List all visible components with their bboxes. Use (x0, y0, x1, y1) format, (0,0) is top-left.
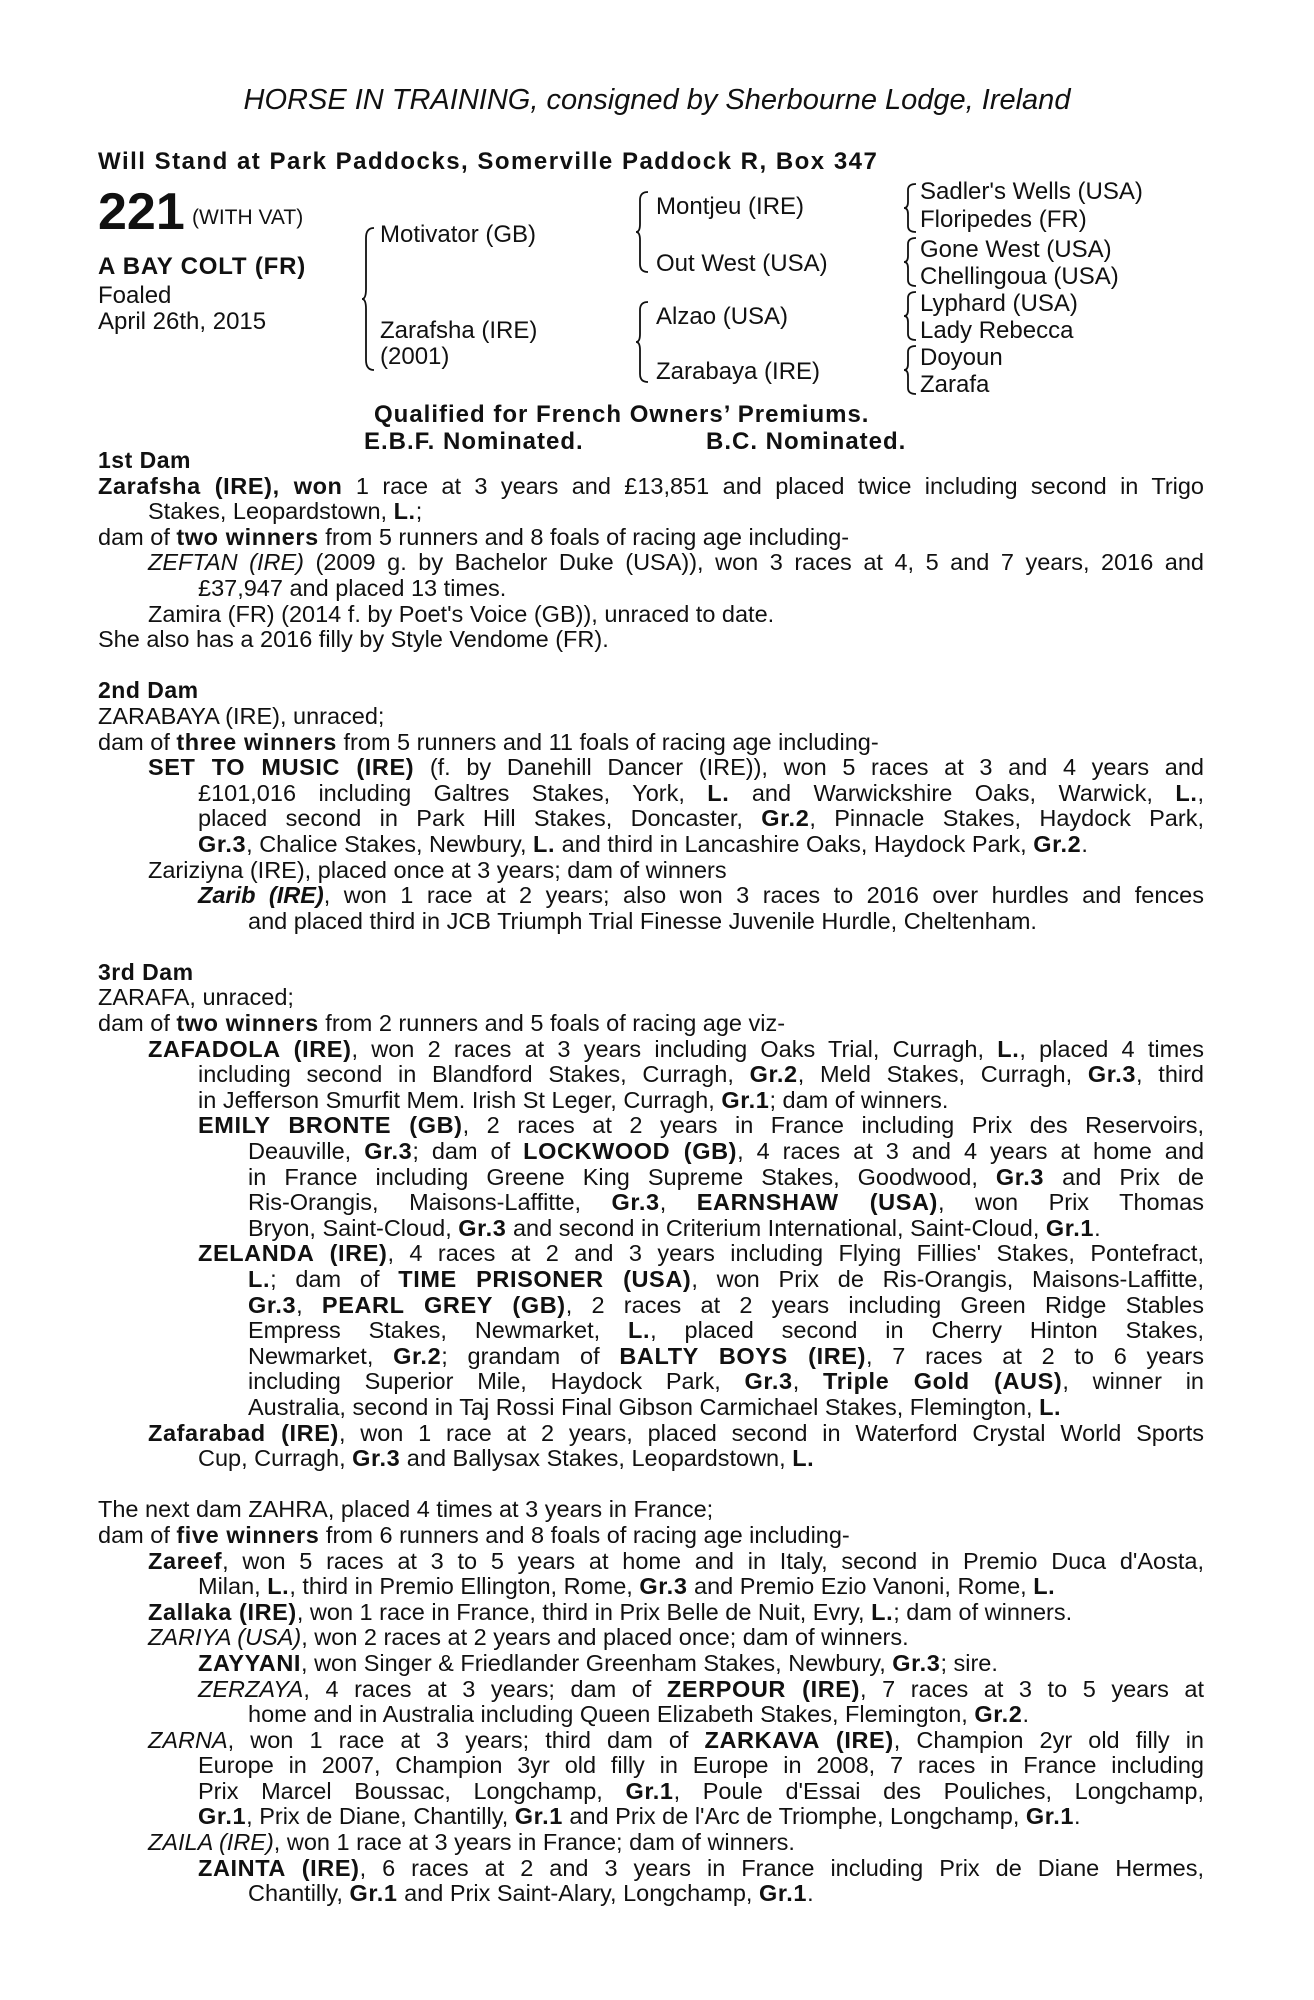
text-segment: ZERPOUR (IRE) (666, 1676, 860, 1702)
text-segment: ZARIYA (USA) (148, 1624, 302, 1651)
text-segment: ; dam of (270, 1267, 399, 1292)
text-segment: , 2 races at 2 years in France including Prix des Reservoirs, (462, 1113, 1204, 1139)
text-line (98, 576, 1204, 602)
text-segment: , third in Premio Ellington, Rome, (289, 1573, 640, 1600)
text-line (98, 1523, 1204, 1549)
text-segment: ZEFTAN (IRE) (148, 550, 304, 576)
text-segment: dam of (98, 523, 177, 550)
pedigree-brace-dam (636, 300, 650, 384)
text-segment: . (1094, 1214, 1101, 1241)
text-line (98, 883, 1204, 909)
text-segment: Zamira (FR) (2014 f. by Poet's Voice (GB)), unraced to date. (148, 600, 775, 627)
text-segment: Australia, second in Taj Rossi Final Gibson Carmichael Stakes, Flemington, (248, 1393, 1040, 1420)
text-segment: She also has a 2016 filly by Style Vendome (FR). (98, 626, 609, 653)
text-segment: L. (1033, 1573, 1056, 1600)
text-segment: , 6 races at 2 and 3 years in France including Prix de Diane Hermes, (359, 1855, 1204, 1881)
text-segment: Gr.3 (364, 1139, 413, 1165)
text-segment: and Prix de (1044, 1164, 1204, 1190)
pedigree-dam: Zarafsha (IRE) (380, 317, 538, 344)
text-segment: Gr.2 (393, 1343, 442, 1369)
bc-note: B.C. Nominated. (706, 428, 907, 455)
text-line (98, 1139, 1204, 1165)
section-gap (98, 1472, 1204, 1498)
text-segment: and third in Lancashire Oaks, Haydock Park, (555, 830, 1034, 857)
text-segment: ZARKAVA (IRE) (704, 1727, 894, 1753)
text-segment: , (1197, 780, 1204, 806)
text-line (98, 832, 1204, 858)
text-segment: from 5 runners and 11 foals of racing age including- (336, 728, 879, 755)
text-segment: , won (272, 473, 343, 499)
text-segment: , 4 races at 2 and 3 years including Flying Fillies' Stakes, Pontefract, (387, 1241, 1204, 1267)
text-segment: £37,947 and placed 13 times. (198, 574, 507, 601)
text-segment: , won 1 race in France, third in Prix Belle de Nuit, Evry, (296, 1598, 872, 1625)
pedigree-brace-g1 (904, 182, 918, 234)
text-line (98, 1421, 1204, 1447)
text-segment: L. (1039, 1393, 1062, 1420)
text-segment: Zafarabad (IRE) (148, 1420, 339, 1446)
text-line (98, 1446, 1204, 1472)
text-segment: , Chalice Stakes, Newbury, (246, 830, 534, 857)
text-segment: , won 1 race at 2 years; also won 3 races to 2016 over hurdles and fences (323, 883, 1204, 909)
text-segment: Gr.1 (514, 1803, 563, 1830)
section-heading: 3rd Dam (98, 958, 194, 985)
text-segment: ZELANDA (IRE) (198, 1241, 388, 1267)
text-segment: Gr.1 (349, 1880, 398, 1907)
text-line (98, 1241, 1204, 1267)
section-gap (98, 934, 1204, 960)
text-segment: Prix Marcel Boussac, Longchamp, (198, 1778, 626, 1804)
text-segment: L. (997, 1036, 1020, 1062)
text-line (98, 1318, 1204, 1344)
text-segment: The next dam ZAHRA, placed 4 times at 3 years in France; (98, 1496, 714, 1523)
text-segment: Ris-Orangis, Maisons-Laffitte, (248, 1190, 612, 1216)
text-line (98, 1625, 1204, 1651)
text-segment: Gr.1 (758, 1880, 808, 1907)
text-line (98, 1651, 1204, 1677)
pedigree-ggp: Lyphard (USA) (920, 290, 1078, 317)
text-segment: Europe in 2007, Champion 3yr old filly in Europe in 2008, 7 races in France including (198, 1753, 1204, 1779)
text-segment: Zarib (IRE) (198, 883, 324, 909)
text-segment: and Prix Saint-Alary, Longchamp, (397, 1880, 759, 1907)
text-segment: Gr.1 (625, 1778, 674, 1804)
text-segment: ZERZAYA (198, 1676, 304, 1702)
text-segment: Zarafsha (IRE) (98, 473, 273, 499)
text-segment: ZAYYANI (198, 1649, 302, 1676)
text-line (98, 1779, 1204, 1805)
pedigree-brace-main (362, 226, 376, 372)
text-segment: Gr.2 (974, 1701, 1023, 1728)
text-segment: , won 2 races at 2 years and placed once; dam of winners. (301, 1624, 909, 1651)
pedigree-ggp: Lady Rebecca (920, 317, 1074, 344)
text-line (98, 755, 1204, 781)
text-segment: ZARNA (148, 1727, 228, 1753)
text-segment: ZAFADOLA (IRE) (148, 1036, 352, 1062)
pedigree-ggp: Zarafa (920, 371, 990, 398)
text-segment: 1 race at 3 years and £13,851 and placed twice including second in Trigo (342, 473, 1204, 499)
text-segment: ; (415, 498, 423, 525)
pedigree-ggp: Chellingoua (USA) (920, 263, 1119, 290)
text-segment: , won 1 race at 3 years; third dam of (227, 1727, 705, 1753)
text-segment: from 6 runners and 8 foals of racing age including- (319, 1521, 850, 1548)
text-segment: TIME PRISONER (USA) (398, 1267, 692, 1292)
text-segment: dam of (98, 1521, 177, 1548)
text-segment: , won 2 races at 3 years including Oaks Trial, Curragh, (351, 1036, 998, 1062)
text-line (98, 1830, 1204, 1856)
text-segment: , won Prix de Ris-Orangis, Maisons-Laffitte, (691, 1267, 1204, 1292)
pedigree-dam-sire: Alzao (USA) (656, 303, 789, 330)
text-segment: (f. by Danehill Dancer (IRE)), won 5 races at 3 and 4 years and (414, 755, 1204, 781)
text-segment: Deauville, (248, 1139, 365, 1165)
text-segment: Gr.3 (892, 1649, 941, 1676)
text-segment: ; grandam of (441, 1343, 620, 1369)
text-line (98, 1011, 1204, 1037)
text-segment: Gr.3 (995, 1164, 1045, 1190)
text-segment: Cup, Curragh, (198, 1445, 353, 1472)
text-line (98, 1165, 1204, 1191)
text-line (98, 1881, 1204, 1907)
text-segment: ZARAFA, unraced; (98, 984, 294, 1011)
text-segment: LOCKWOOD (GB) (523, 1139, 738, 1165)
text-segment: including second in Blandford Stakes, Curragh, (198, 1062, 750, 1088)
text-segment: ZAINTA (IRE) (198, 1855, 360, 1881)
text-line (98, 474, 1204, 500)
text-line (98, 1677, 1204, 1703)
text-line (98, 1856, 1204, 1882)
text-segment: . (1074, 1803, 1081, 1830)
text-segment: two winners (176, 523, 319, 550)
text-segment: , won 1 race at 3 years in France; dam of winners. (273, 1829, 795, 1856)
text-segment: , won 5 races at 3 to 5 years at home and in Italy, second in Premio Duca d'Aosta, (222, 1548, 1204, 1574)
text-segment: and Premio Ezio Vanoni, Rome, (687, 1573, 1034, 1600)
text-segment: Gr.2 (1033, 830, 1082, 857)
text-line (98, 1804, 1204, 1830)
text-segment: , winner in (1062, 1369, 1204, 1395)
text-segment: Empress Stakes, Newmarket, (248, 1318, 629, 1344)
catalogue-body (98, 448, 1204, 1907)
pedigree-brace-g3 (904, 290, 918, 342)
lot-number: 221 (98, 183, 185, 241)
pedigree-ggp: Gone West (USA) (920, 236, 1112, 263)
text-line (98, 1753, 1204, 1779)
text-segment: L. (871, 1598, 894, 1625)
text-segment: Milan, (198, 1573, 268, 1600)
text-segment: , placed 4 times (1019, 1036, 1204, 1062)
text-line (98, 1088, 1204, 1114)
text-segment: dam of (98, 728, 177, 755)
text-segment: Triple Gold (AUS) (823, 1369, 1063, 1395)
text-segment: , Pinnacle Stakes, Haydock Park, (809, 806, 1204, 832)
text-line (98, 1113, 1204, 1139)
text-line (98, 1293, 1204, 1319)
text-line (98, 499, 1204, 525)
text-segment: Gr.2 (749, 1062, 798, 1088)
text-segment: L. (628, 1318, 651, 1344)
pedigree-ggp: Sadler's Wells (USA) (920, 178, 1143, 205)
foaled-label: Foaled (98, 282, 172, 309)
text-segment: ; dam of winners. (893, 1598, 1073, 1625)
text-segment: (2009 g. by Bachelor Duke (USA)), won 3 races at 4, 5 and 7 years, 2016 and (304, 550, 1204, 576)
text-line (98, 781, 1204, 807)
text-segment: including Superior Mile, Haydock Park, (248, 1369, 745, 1395)
text-segment: Zariziyna (IRE), placed once at 3 years; dam of winners (148, 856, 727, 883)
text-line (98, 909, 1204, 935)
text-segment: Gr.3 (198, 830, 247, 857)
text-segment: Gr.3 (744, 1369, 793, 1395)
text-segment: from 2 runners and 5 foals of racing age viz- (318, 1010, 786, 1037)
text-segment: ; sire. (940, 1649, 998, 1676)
text-segment: , Champion 2yr old filly in (893, 1727, 1204, 1753)
text-line (98, 1395, 1204, 1421)
text-line (98, 858, 1204, 884)
ebf-note: E.B.F. Nominated. (364, 428, 584, 455)
text-segment: L. (1175, 780, 1198, 806)
text-segment: BALTY BOYS (IRE) (619, 1343, 866, 1369)
text-segment: Gr.3 (611, 1190, 660, 1216)
text-segment: Gr.3 (458, 1214, 507, 1241)
text-line (98, 1549, 1204, 1575)
text-line (98, 730, 1204, 756)
text-line (98, 1702, 1204, 1728)
pedigree-dam-dam: Zarabaya (IRE) (656, 358, 821, 385)
text-line (98, 806, 1204, 832)
text-segment: Gr.3 (1087, 1062, 1137, 1088)
text-segment: EARNSHAW (USA) (696, 1190, 938, 1216)
text-segment: , placed second in Cherry Hinton Stakes, (650, 1318, 1204, 1344)
text-line (98, 704, 1204, 730)
text-segment: five winners (176, 1521, 320, 1548)
text-segment: dam of (98, 1010, 177, 1037)
text-line (98, 1600, 1204, 1626)
text-segment: ; dam of (412, 1139, 524, 1165)
text-segment: Gr.1 (198, 1803, 247, 1830)
text-segment: Gr.1 (1045, 1214, 1095, 1241)
text-segment: three winners (176, 728, 337, 755)
text-segment: Zareef (148, 1548, 223, 1574)
text-segment: ; dam of winners. (769, 1086, 949, 1113)
text-segment: L. (393, 498, 416, 525)
text-line (98, 550, 1204, 576)
text-segment: and second in Criterium International, Saint-Cloud, (506, 1214, 1046, 1241)
text-line (98, 1369, 1204, 1395)
text-line (98, 1267, 1204, 1293)
pedigree-sire-dam: Out West (USA) (656, 250, 828, 277)
text-segment: and Ballysax Stakes, Leopardstown, (400, 1445, 793, 1472)
text-segment: , 4 races at 3 years; dam of (303, 1676, 667, 1702)
section-heading: 2nd Dam (98, 677, 199, 704)
page-title: HORSE IN TRAINING, consigned by Sherbourne Lodge, Ireland (243, 84, 1071, 116)
text-segment: Gr.3 (352, 1445, 401, 1472)
text-segment: PEARL GREY (GB) (321, 1292, 566, 1318)
text-segment: Newmarket, (248, 1343, 394, 1369)
text-segment: Chantilly, (248, 1880, 350, 1907)
text-segment: EMILY BRONTE (GB) (198, 1113, 463, 1139)
text-segment: , (792, 1369, 824, 1395)
text-line (98, 1037, 1204, 1063)
text-segment: and Prix de l'Arc de Triomphe, Longchamp, (562, 1803, 1026, 1830)
text-line (98, 525, 1204, 551)
text-segment: Gr.2 (761, 806, 810, 832)
text-segment: L. (533, 830, 556, 857)
text-segment: , (296, 1292, 322, 1318)
text-segment: . (1081, 830, 1088, 857)
text-segment: . (807, 1880, 814, 1907)
text-segment: two winners (176, 1010, 319, 1037)
text-line (98, 1190, 1204, 1216)
foaled-date: April 26th, 2015 (98, 308, 267, 335)
pedigree-brace-sire (636, 190, 650, 274)
section-heading: 1st Dam (98, 447, 191, 473)
pedigree-brace-g4 (904, 344, 918, 396)
stand-location: Will Stand at Park Paddocks, Somerville Paddock R, Box 347 (98, 148, 879, 175)
text-segment: Zallaka (IRE) (148, 1598, 297, 1625)
text-segment: SET TO MUSIC (IRE) (148, 755, 415, 781)
pedigree-sire-sire: Montjeu (IRE) (656, 193, 805, 220)
text-segment: , Meld Stakes, Curragh, (797, 1062, 1088, 1088)
text-segment: home and in Australia including Queen Elizabeth Stakes, Flemington, (248, 1701, 975, 1728)
text-segment: L. (267, 1573, 290, 1600)
text-line (98, 627, 1204, 653)
text-segment: Gr.1 (1025, 1803, 1075, 1830)
text-segment: from 5 runners and 8 foals of racing age including- (318, 523, 850, 550)
text-segment: and placed third in JCB Triumph Trial Finesse Juvenile Hurdle, Cheltenham. (248, 907, 1037, 934)
text-segment: , Prix de Diane, Chantilly, (246, 1803, 515, 1830)
text-segment: Gr.3 (248, 1292, 297, 1318)
text-segment: £101,016 including Galtres Stakes, York, (198, 780, 708, 806)
pedigree-sire: Motivator (GB) (380, 221, 537, 248)
text-segment: L. (792, 1445, 815, 1472)
text-line (98, 1216, 1204, 1242)
text-segment: Gr.1 (721, 1086, 770, 1113)
text-segment: , 4 races at 3 and 4 years at home and (737, 1139, 1204, 1165)
text-line (98, 1728, 1204, 1754)
text-segment: . (1022, 1701, 1029, 1728)
french-premiums-note: Qualified for French Owners’ Premiums. (374, 401, 870, 428)
text-segment: , won 1 race at 2 years, placed second in Waterford Crystal World Sports (338, 1420, 1204, 1446)
text-line (98, 1344, 1204, 1370)
pedigree-ggp: Doyoun (920, 344, 1003, 371)
text-segment: L. (248, 1267, 271, 1292)
text-segment: , 7 races at 3 to 5 years at (860, 1676, 1204, 1702)
text-segment: ZARABAYA (IRE), unraced; (98, 702, 385, 729)
lot-description: A BAY COLT (FR) (98, 253, 306, 280)
text-segment: , 2 races at 2 years including Green Ridge Stables (565, 1292, 1204, 1318)
pedigree-brace-g2 (904, 236, 918, 288)
text-segment: Stakes, Leopardstown, (148, 498, 394, 525)
section-gap (98, 653, 1204, 679)
pedigree-ggp: Floripedes (FR) (920, 206, 1087, 233)
text-segment: in France including Greene King Supreme Stakes, Goodwood, (248, 1164, 996, 1190)
text-line (98, 1497, 1204, 1523)
text-line (98, 985, 1204, 1011)
text-segment: L. (707, 780, 730, 806)
text-line (98, 1062, 1204, 1088)
text-segment: ZAILA (IRE) (148, 1829, 274, 1856)
text-line (98, 1574, 1204, 1600)
text-segment: , won Prix Thomas (937, 1190, 1204, 1216)
text-segment: and Warwickshire Oaks, Warwick, (729, 780, 1176, 806)
text-segment: , 7 races at 2 to 6 years (866, 1343, 1204, 1369)
text-segment: Bryon, Saint-Cloud, (248, 1214, 459, 1241)
pedigree-dam-year: (2001) (380, 343, 450, 370)
text-segment: placed second in Park Hill Stakes, Doncaster, (198, 806, 762, 832)
text-line (98, 602, 1204, 628)
text-segment: , third (1136, 1062, 1204, 1088)
text-segment: , Poule d'Essai des Pouliches, Longchamp, (673, 1778, 1204, 1804)
text-segment: , (659, 1190, 697, 1216)
text-segment: , won Singer & Friedlander Greenham Stakes, Newbury, (301, 1649, 893, 1676)
text-segment: Gr.3 (639, 1573, 688, 1600)
text-segment: in Jefferson Smurfit Mem. Irish St Leger, Curragh, (198, 1086, 722, 1113)
vat-note: (WITH VAT) (192, 206, 304, 229)
